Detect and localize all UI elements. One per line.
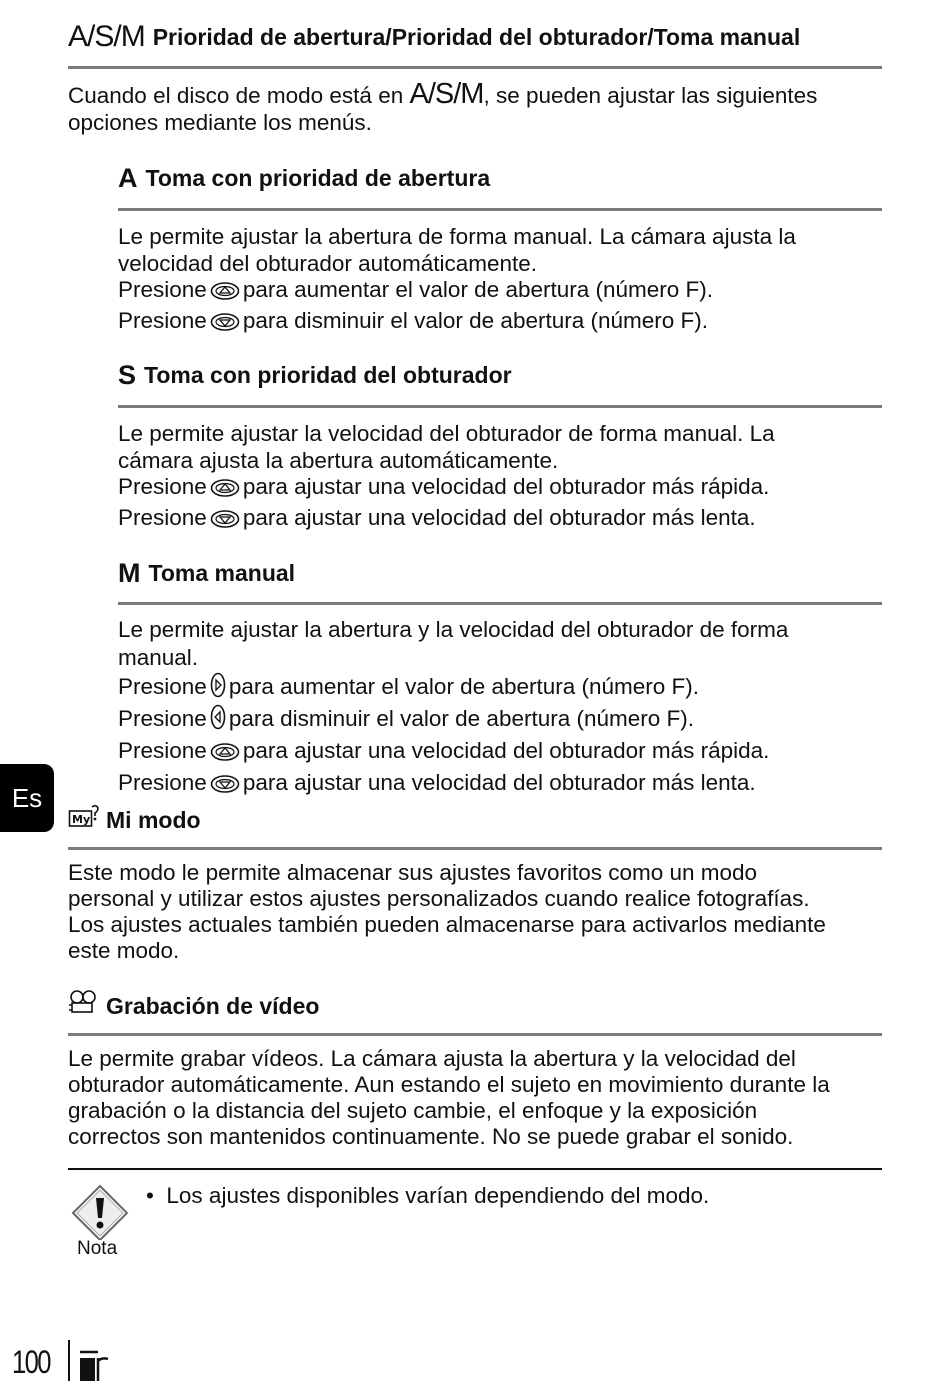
note-label: Nota — [77, 1238, 118, 1259]
dial-up-icon — [210, 741, 240, 769]
section-m-line-6: para ajustar una velocidad del obturador más lenta. — [242, 769, 756, 795]
press-word: Presione — [118, 474, 207, 499]
intro-line-2: opciones mediante los menús. — [68, 109, 372, 135]
language-tab: Es — [0, 764, 54, 832]
section-a-line-4: para disminuir el valor de abertura (número F). — [242, 307, 709, 333]
dial-down-icon — [210, 773, 240, 801]
my-mode-icon — [68, 803, 100, 836]
bullet: • — [146, 1183, 154, 1208]
page-number: 100 — [12, 1344, 50, 1380]
note-rule — [68, 1168, 882, 1170]
aperture-mode-icon: A — [118, 163, 138, 193]
press-word: Presione — [118, 738, 207, 764]
my-mode-heading — [68, 803, 201, 836]
video-line-4: correctos son mantenidos continuamente. No se puede grabar el sonido. — [68, 1124, 794, 1149]
heading-title: Prioridad de abertura/Prioridad del obturador/Toma manual — [152, 24, 801, 50]
section-a-line-3: para aumentar el valor de abertura (número F). — [242, 277, 714, 302]
video-line-2: obturador automáticamente. Aun estando el sujeto en movimiento durante la — [68, 1072, 830, 1097]
svg-text:My: My — [72, 813, 91, 826]
section-a-rule — [118, 208, 882, 211]
my-mode-body — [68, 860, 826, 964]
video-line-1: Le permite grabar vídeos. La cámara ajusta la abertura y la velocidad del — [68, 1046, 796, 1071]
section-s-body — [118, 421, 775, 535]
section-s-line-4: para ajustar una velocidad del obturador más lenta. — [242, 504, 756, 530]
press-word: Presione — [118, 769, 207, 795]
section-m-line-1: Le permite ajustar la abertura y la velocidad del obturador de forma — [118, 617, 789, 642]
video-rule — [68, 1033, 882, 1036]
intro-text-end: , se pueden ajustar las siguientes — [483, 83, 818, 108]
section-a-line-1: Le permite ajustar la abertura de forma manual. La cámara ajusta la — [118, 224, 796, 249]
section-s-rule — [118, 405, 882, 408]
my-mode-title: Mi modo — [106, 806, 201, 833]
intro-paragraph — [68, 78, 818, 136]
note-item — [146, 1182, 709, 1210]
manual-mode-icon: M — [118, 558, 141, 588]
section-a-body — [118, 224, 796, 338]
video-line-3: grabación o la distancia del sujeto cambie, el enfoque y la exposición — [68, 1098, 758, 1123]
dial-down-icon — [210, 312, 240, 339]
press-word: Presione — [118, 307, 207, 333]
dial-down-icon — [210, 509, 240, 536]
press-word: Presione — [118, 504, 207, 530]
intro-mode-mark: A/S/M — [409, 78, 484, 110]
video-body — [68, 1046, 830, 1150]
page-heading — [68, 22, 800, 52]
dial-up-icon — [210, 478, 240, 505]
video-heading — [68, 989, 319, 1022]
heading-rule — [68, 66, 882, 69]
camera-mode-icon — [78, 1348, 110, 1386]
page-number-separator — [68, 1340, 70, 1381]
section-s-line-3: para ajustar una velocidad del obturador más rápida. — [242, 474, 770, 499]
press-word: Presione — [118, 706, 207, 732]
my-mode-line-4: este modo. — [68, 938, 180, 963]
section-a-title: Toma con prioridad de abertura — [145, 165, 491, 191]
section-m-title: Toma manual — [148, 560, 296, 586]
shutter-mode-icon: S — [118, 360, 137, 390]
section-m-line-3: para aumentar el valor de abertura (número F). — [228, 673, 700, 699]
video-camera-icon — [68, 989, 98, 1022]
warning-icon — [70, 1184, 130, 1245]
section-m-body — [118, 616, 788, 801]
section-m-rule — [118, 602, 882, 605]
intro-text: Cuando el disco de modo está en — [68, 83, 410, 108]
press-word: Presione — [118, 673, 207, 699]
section-m-line-5: para ajustar una velocidad del obturador más rápida. — [242, 738, 770, 764]
section-s-heading — [118, 360, 512, 390]
section-m-line-2: manual. — [118, 644, 199, 670]
my-mode-line-1: Este modo le permite almacenar sus ajustes favoritos como un modo — [68, 860, 758, 885]
my-mode-line-3: Los ajustes actuales también pueden almacenarse para activarlos mediante — [68, 912, 826, 937]
dial-right-icon — [210, 672, 226, 705]
section-a-heading — [118, 163, 490, 193]
section-s-line-1: Le permite ajustar la velocidad del obturador de forma manual. La — [118, 421, 775, 446]
dial-left-icon — [210, 704, 226, 737]
video-title: Grabación de vídeo — [106, 992, 320, 1019]
my-mode-line-2: personal y utilizar estos ajustes personalizados cuando realice fotografías. — [68, 886, 810, 911]
section-a-line-2: velocidad del obturador automáticamente. — [118, 250, 538, 276]
mode-mark: A/S/M — [68, 20, 145, 53]
section-s-line-2: cámara ajusta la abertura automáticamente. — [118, 447, 559, 473]
section-s-title: Toma con prioridad del obturador — [144, 362, 512, 388]
section-m-line-4: para disminuir el valor de abertura (número F). — [228, 706, 695, 732]
section-m-heading — [118, 558, 295, 588]
dial-up-icon — [210, 281, 240, 308]
note-text: Los ajustes disponibles varían dependiendo del modo. — [166, 1183, 710, 1208]
my-mode-rule — [68, 847, 882, 850]
press-word: Presione — [118, 277, 207, 302]
